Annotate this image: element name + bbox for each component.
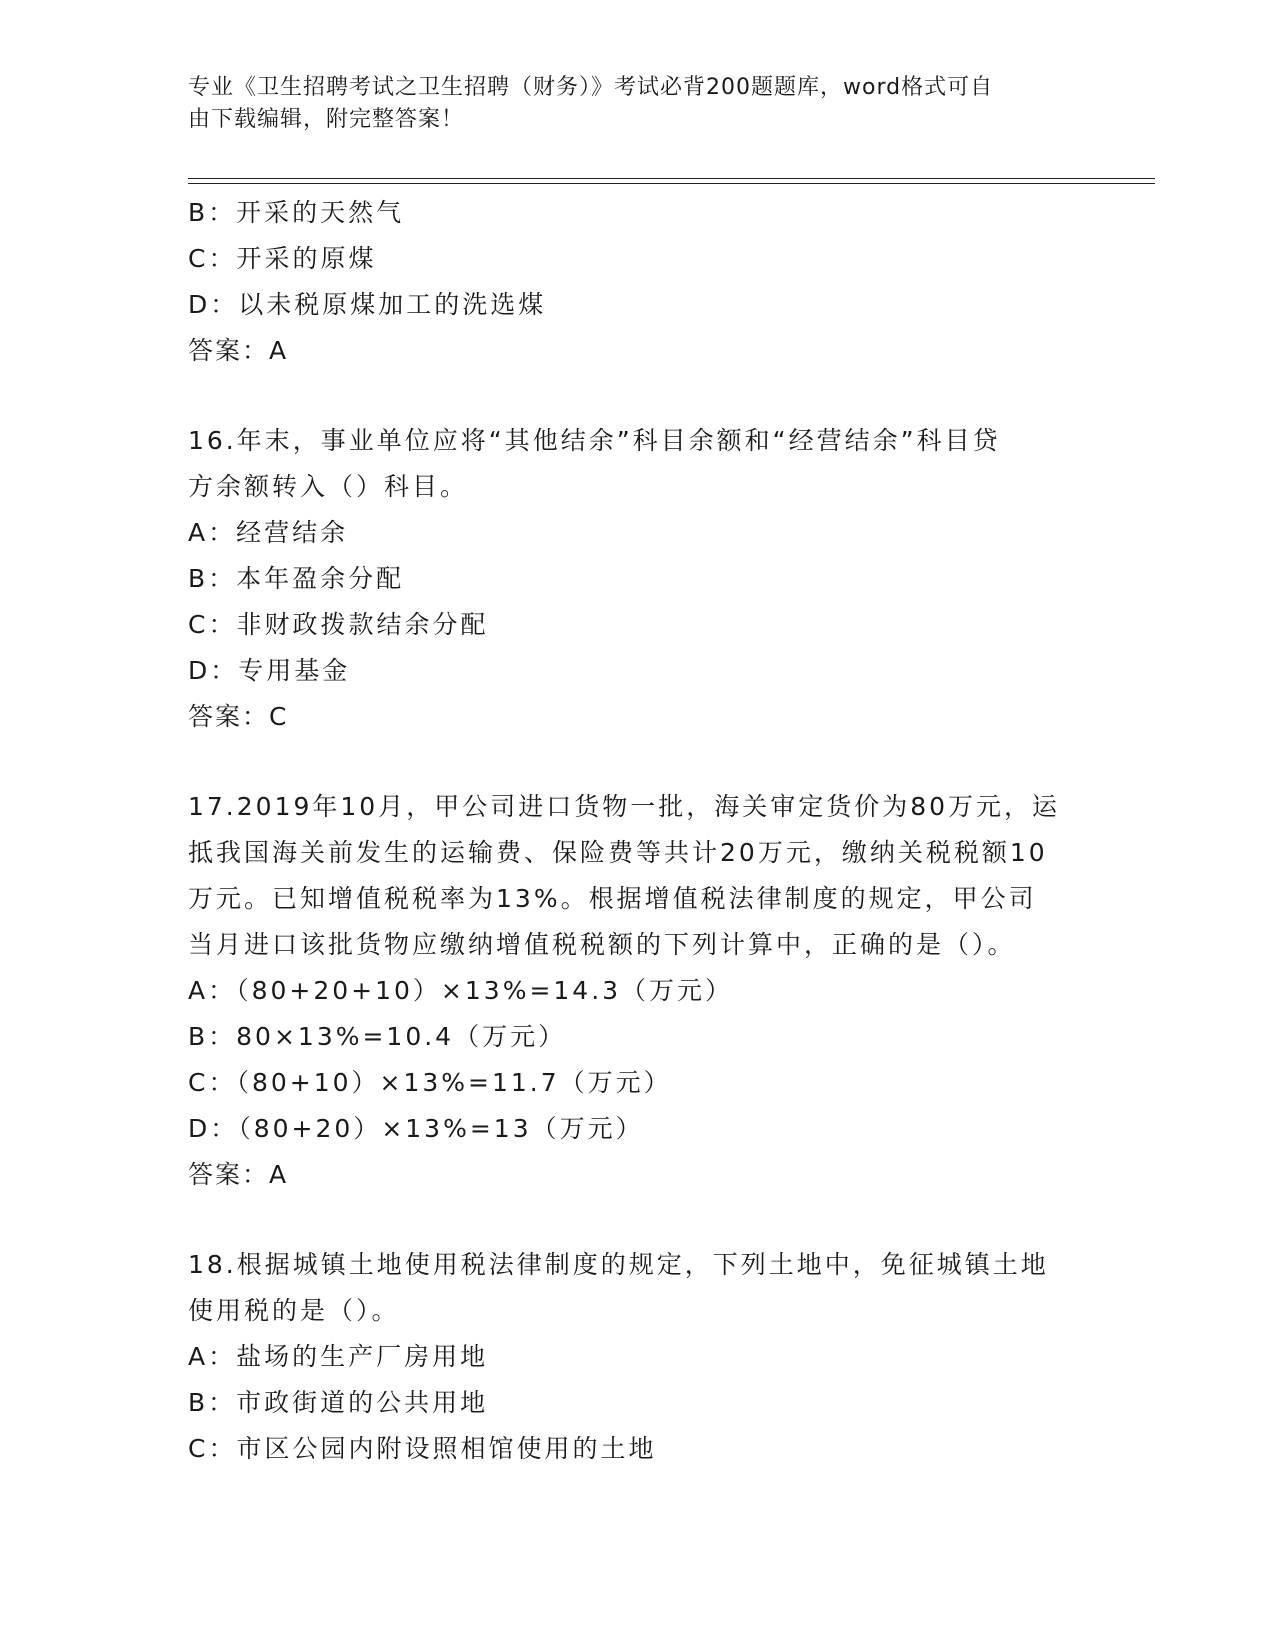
- question-stem-line: 16.年末，事业单位应将“其他结余”科目余额和“经营结余”科目贷: [188, 426, 1001, 455]
- option-d: D：专用基金: [188, 656, 351, 685]
- question-16: [188, 418, 1088, 740]
- header-line-1: 专业《卫生招聘考试之卫生招聘（财务）》考试必背200题题库，word格式可自: [188, 75, 994, 100]
- answer: 答案：C: [188, 702, 289, 731]
- option-a: A：（80+20+10）×13%=14.3（万元）: [188, 976, 734, 1005]
- document-header: [188, 72, 1068, 136]
- option-c: C：市区公园内附设照相馆使用的土地: [188, 1434, 657, 1463]
- question-stem-line: 使用税的是（）。: [188, 1296, 400, 1325]
- option-c: C：非财政拨款结余分配: [188, 610, 489, 639]
- question-stem-line: 18.根据城镇土地使用税法律制度的规定，下列土地中，免征城镇土地: [188, 1250, 1049, 1279]
- question-stem-line: 万元。已知增值税税率为13%。根据增值税法律制度的规定，甲公司: [188, 884, 1037, 913]
- question-stem-line: 当月进口该批货物应缴纳增值税税额的下列计算中，正确的是（）。: [188, 930, 1016, 959]
- question-stem-line: 方余额转入（）科目。: [188, 472, 469, 501]
- option-c: C：开采的原煤: [188, 244, 377, 273]
- option-d: D：（80+20）×13%=13（万元）: [188, 1114, 644, 1143]
- question-stem-line: 抵我国海关前发生的运输费、保险费等共计20万元，缴纳关税税额10: [188, 838, 1048, 867]
- answer: 答案：A: [188, 1160, 289, 1189]
- option-a: A：盐场的生产厂房用地: [188, 1342, 489, 1371]
- question-17: [188, 784, 1088, 1198]
- option-b: B：80×13%=10.4（万元）: [188, 1022, 567, 1051]
- header-divider-top: [188, 178, 1155, 179]
- option-c: C：（80+10）×13%=11.7（万元）: [188, 1068, 672, 1097]
- header-line-2: 由下载编辑，附完整答案！: [188, 107, 465, 132]
- question-18: [188, 1242, 1088, 1472]
- document-body: [188, 190, 1088, 1472]
- question-15-tail: [188, 190, 1088, 374]
- option-b: B：开采的天然气: [188, 198, 405, 227]
- option-d: D：以未税原煤加工的洗选煤: [188, 290, 547, 319]
- spacer: [188, 1198, 1088, 1242]
- option-b: B：本年盈余分配: [188, 564, 405, 593]
- option-b: B：市政街道的公共用地: [188, 1388, 489, 1417]
- question-stem-line: 17.2019年10月，甲公司进口货物一批，海关审定货价为80万元，运: [188, 792, 1061, 821]
- spacer: [188, 374, 1088, 418]
- header-divider-bottom: [188, 183, 1155, 184]
- answer: 答案：A: [188, 336, 289, 365]
- option-a: A：经营结余: [188, 518, 349, 547]
- spacer: [188, 740, 1088, 784]
